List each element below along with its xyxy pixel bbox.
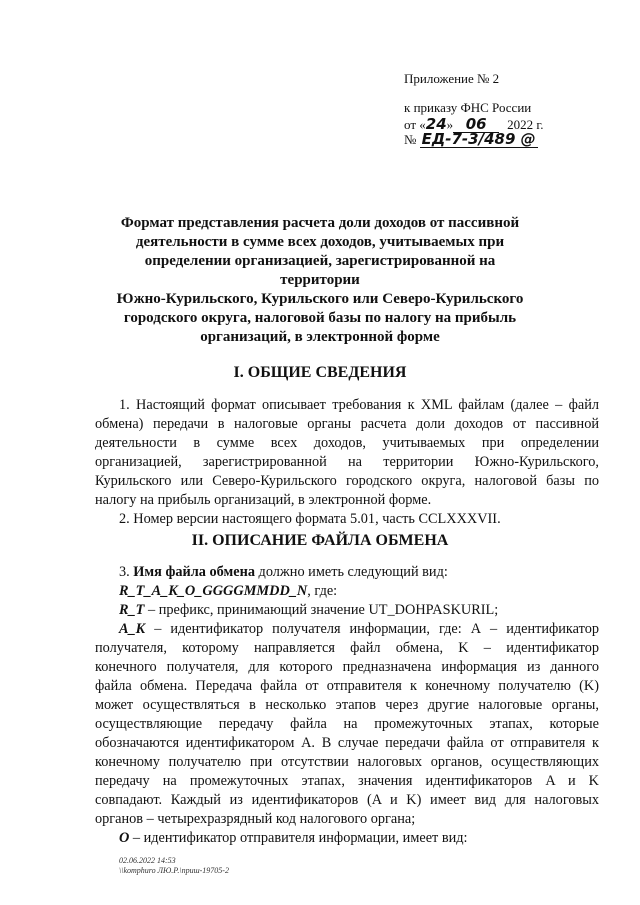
text-line: файла обмена. Передача файла от отправителя к конечному получателю (K) [95,678,599,694]
text-line: органов – четырехразрядный код налогового органа; [95,811,416,827]
date-year: 2022 г. [507,117,544,132]
number-value: ЕД-7-3/489 @ [421,130,536,148]
text-line: получателя, которому направляется файл обмена, K – идентификатор [95,640,599,656]
title-line: организаций, в электронной форме [200,329,440,345]
text-line: может осуществляться в несколько этапов через другие налоговые органы, [95,697,599,713]
appendix-label: Приложение № 2 [404,71,500,86]
text-line: деятельности в сумме всех доходов, учитываемых при определении [95,435,599,451]
order-line: к приказу ФНС России [404,100,532,115]
footer-signature: \\komphuro ЛЮ.Р.\приш-19705-2 [119,866,229,875]
title-line: определении организацией, зарегистрированной на территории [144,253,496,288]
text-line: передачу на промежуточных этапах, значения идентификаторов A и K [95,773,599,789]
title-line: городского округа, налоговой базы по налогу на прибыль [123,310,517,326]
text-line: обмена) передачи в налоговые органы расчета доли доходов от пассивной [95,416,599,432]
paragraph-3 [119,563,448,582]
paragraph-2: 2. Номер версии настоящего формата 5.01, часть CCLXXXVII. [119,511,501,527]
text-line: обозначаются идентификатором A. В случае передачи файла от отправителя к [95,735,599,751]
footer-timestamp: 02.06.2022 14:53 [119,856,176,865]
title-line: деятельности в сумме всех доходов, учитываемых при [135,234,505,250]
o-text: – идентификатор отправителя информации, имеет вид: [129,830,468,846]
date-prefix: от « [404,117,426,132]
rt-code: R_T [119,602,145,618]
text-line: налогу на прибыль организаций, в электронной форме. [95,492,432,508]
pattern-tail: , где: [307,583,338,599]
text-line [95,620,599,639]
text-line: конечного получателя, для которого предназначена информация из данного [95,659,599,675]
order-number [404,131,538,148]
section-2-heading: II. ОПИСАНИЕ ФАЙЛА ОБМЕНА [191,532,449,549]
text-line: 1. Настоящий формат описывает требования к XML файлам (далее – файл [119,397,599,413]
date-day: 24 [425,115,447,133]
ak-code: A_K [119,621,146,637]
pattern-code: R_T_A_K_O_GGGGMMDD_N [119,583,308,599]
text-line: организацией, зарегистрированной на территории Южно-Курильского, [95,454,599,470]
date-month: 06 [453,116,499,133]
o-code: O [119,830,130,846]
rt-definition [119,601,498,620]
p3-rest: должно иметь следующий вид: [254,564,448,580]
title-line: Южно-Курильского, Курильского или Северо-Курильского [116,291,524,307]
section-1-heading: I. ОБЩИЕ СВЕДЕНИЯ [233,364,407,381]
document-title [110,214,530,347]
text-line: конечному получателю при отсутствии налоговых органов, осуществляющих [95,754,599,770]
p3-number: 3. [119,564,134,580]
rt-text: – префикс, принимающий значение UT_DOHPASKURIL; [144,602,499,618]
ak-text: – идентификатор получателя информации, где: А – идентификатор [145,621,599,637]
date-mid: » [446,117,454,132]
text-line: совпадают. Каждый из идентификаторов (A и K) имеет вид для налоговых [95,792,599,808]
text-line: Курильского или Северо-Курильского городского округа, налоговой базы по [95,473,599,489]
number-prefix: № [404,132,417,147]
ak-definition [95,620,599,829]
o-definition [119,829,468,848]
text-line: осуществляющие передачу файла на промежуточных этапах, которые [95,716,599,732]
title-line: Формат представления расчета доли доходов от пассивной [120,215,520,231]
p3-bold-term: Имя файла обмена [133,564,255,580]
paragraph-1 [95,396,599,510]
filename-pattern [119,582,337,601]
